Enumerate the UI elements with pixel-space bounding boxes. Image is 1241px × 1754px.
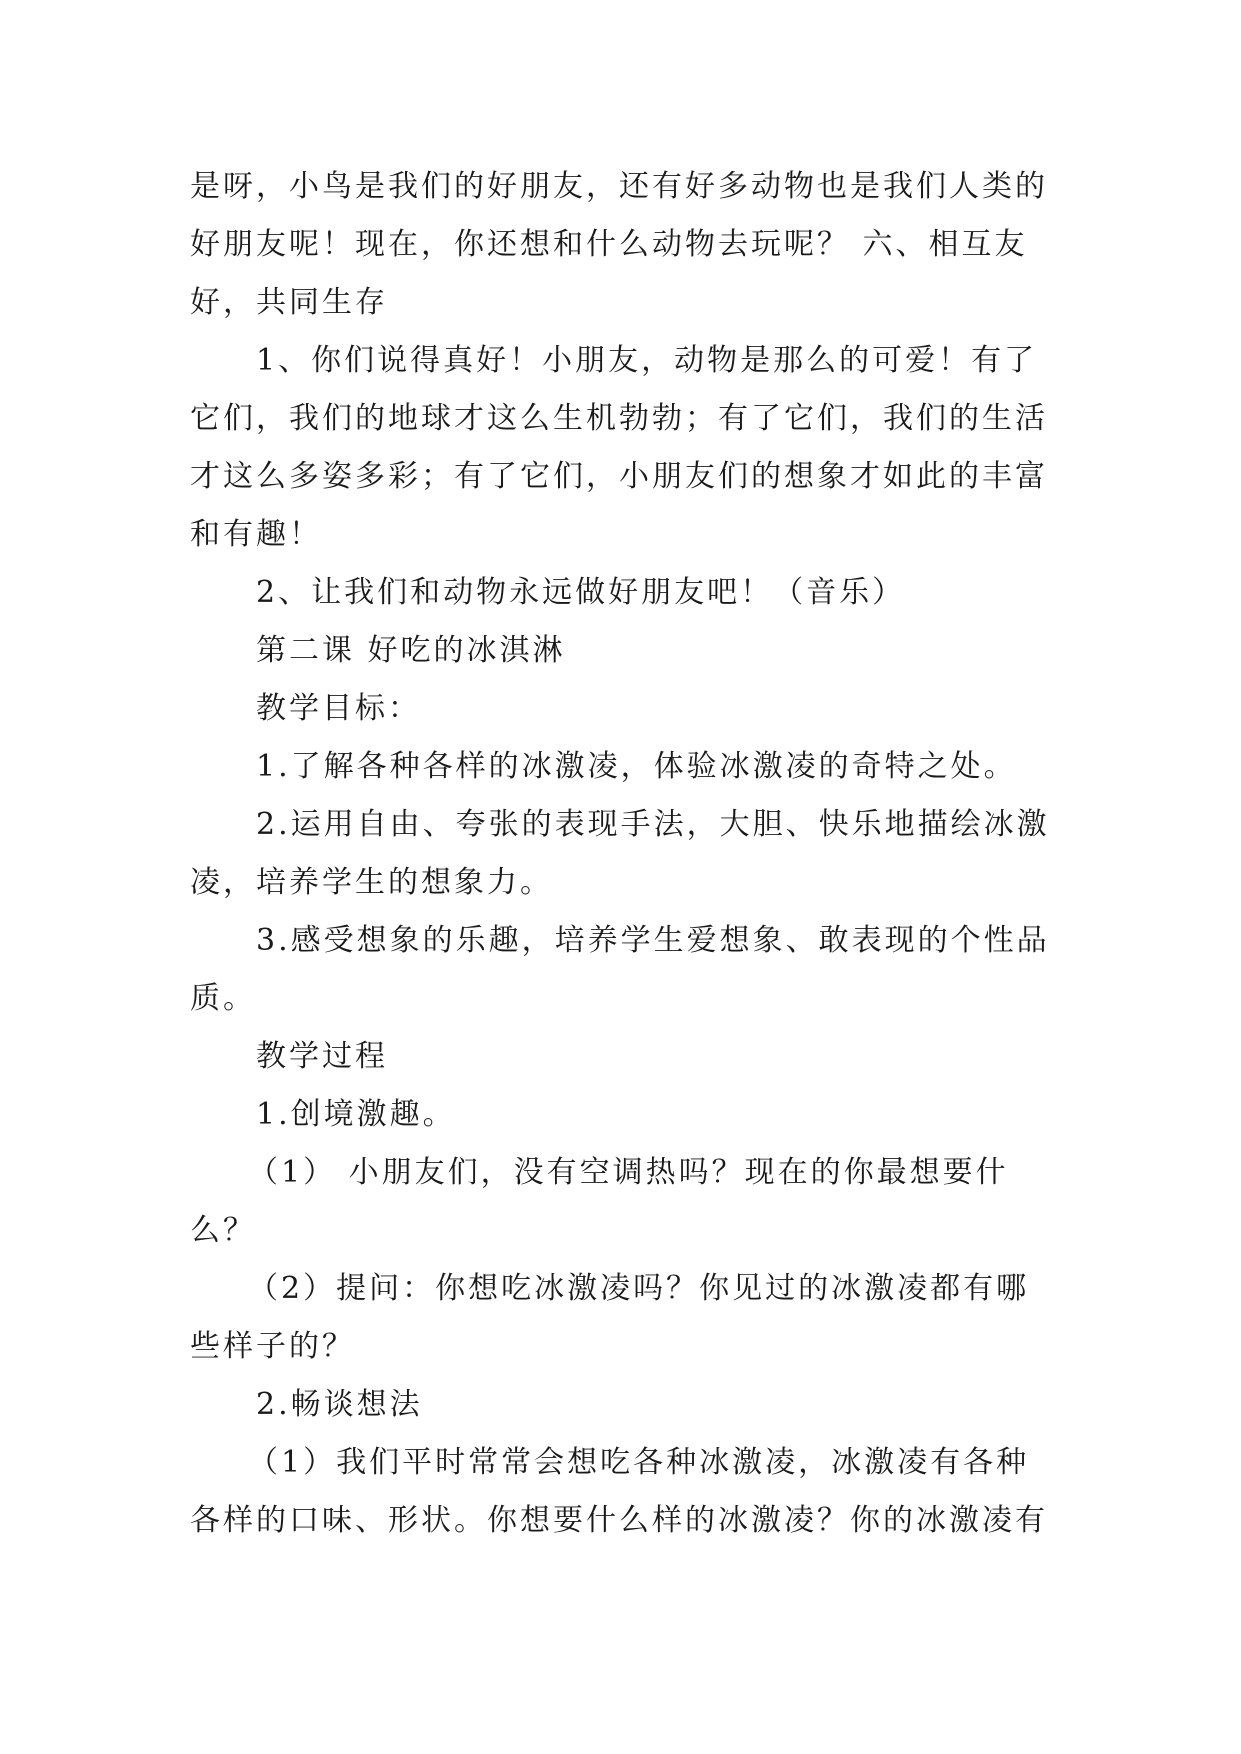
text-line: 质。 [190,981,256,1016]
text-line: （2）提问：你想吃冰激凌吗？你见过的冰激凌都有哪 [248,1271,1030,1306]
text-line: （1） 小朋友们，没有空调热吗？现在的你最想要什 [248,1155,1009,1190]
text-line: 是呀，小鸟是我们的好朋友，还有好多动物也是我们人类的 [190,169,1048,204]
text-line: 各样的口味、形状。你想要什么样的冰激凌？你的冰激凌有 [190,1503,1048,1538]
text-line: 1、你们说得真好！小朋友，动物是那么的可爱！有了 [256,343,1038,378]
section-heading: 教学过程 [256,1039,388,1074]
text-line: 好，共同生存 [190,285,388,320]
text-line: 才这么多姿多彩；有了它们，小朋友们的想象才如此的丰富 [190,459,1048,494]
text-line: 2、让我们和动物永远做好朋友吧！（音乐） [256,575,906,610]
lesson-title: 第二课 好吃的冰淇淋 [256,633,566,668]
section-heading: 教学目标： [256,691,421,726]
text-line: 2.运用自由、夸张的表现手法，大胆、快乐地描绘冰激 [256,807,1050,842]
text-line: 凌，培养学生的想象力。 [190,865,553,900]
text-line: 1.创境激趣。 [256,1097,456,1132]
text-line: 它们，我们的地球才这么生机勃勃；有了它们，我们的生活 [190,401,1048,436]
text-line: 3.感受想象的乐趣，培养学生爱想象、敢表现的个性品 [256,923,1050,958]
text-line: 些样子的？ [190,1329,355,1364]
text-line: 和有趣！ [190,517,322,552]
text-line: 1.了解各种各样的冰激凌，体验冰激凌的奇特之处。 [256,749,1017,784]
document-body [190,158,1050,1550]
text-line: 好朋友呢！现在，你还想和什么动物去玩呢？ 六、相互友 [190,227,1028,262]
text-line: （1）我们平时常常会想吃各种冰激凌，冰激凌有各种 [248,1445,1030,1480]
text-line: 2.畅谈想法 [256,1387,423,1422]
text-line: 么？ [190,1213,256,1248]
